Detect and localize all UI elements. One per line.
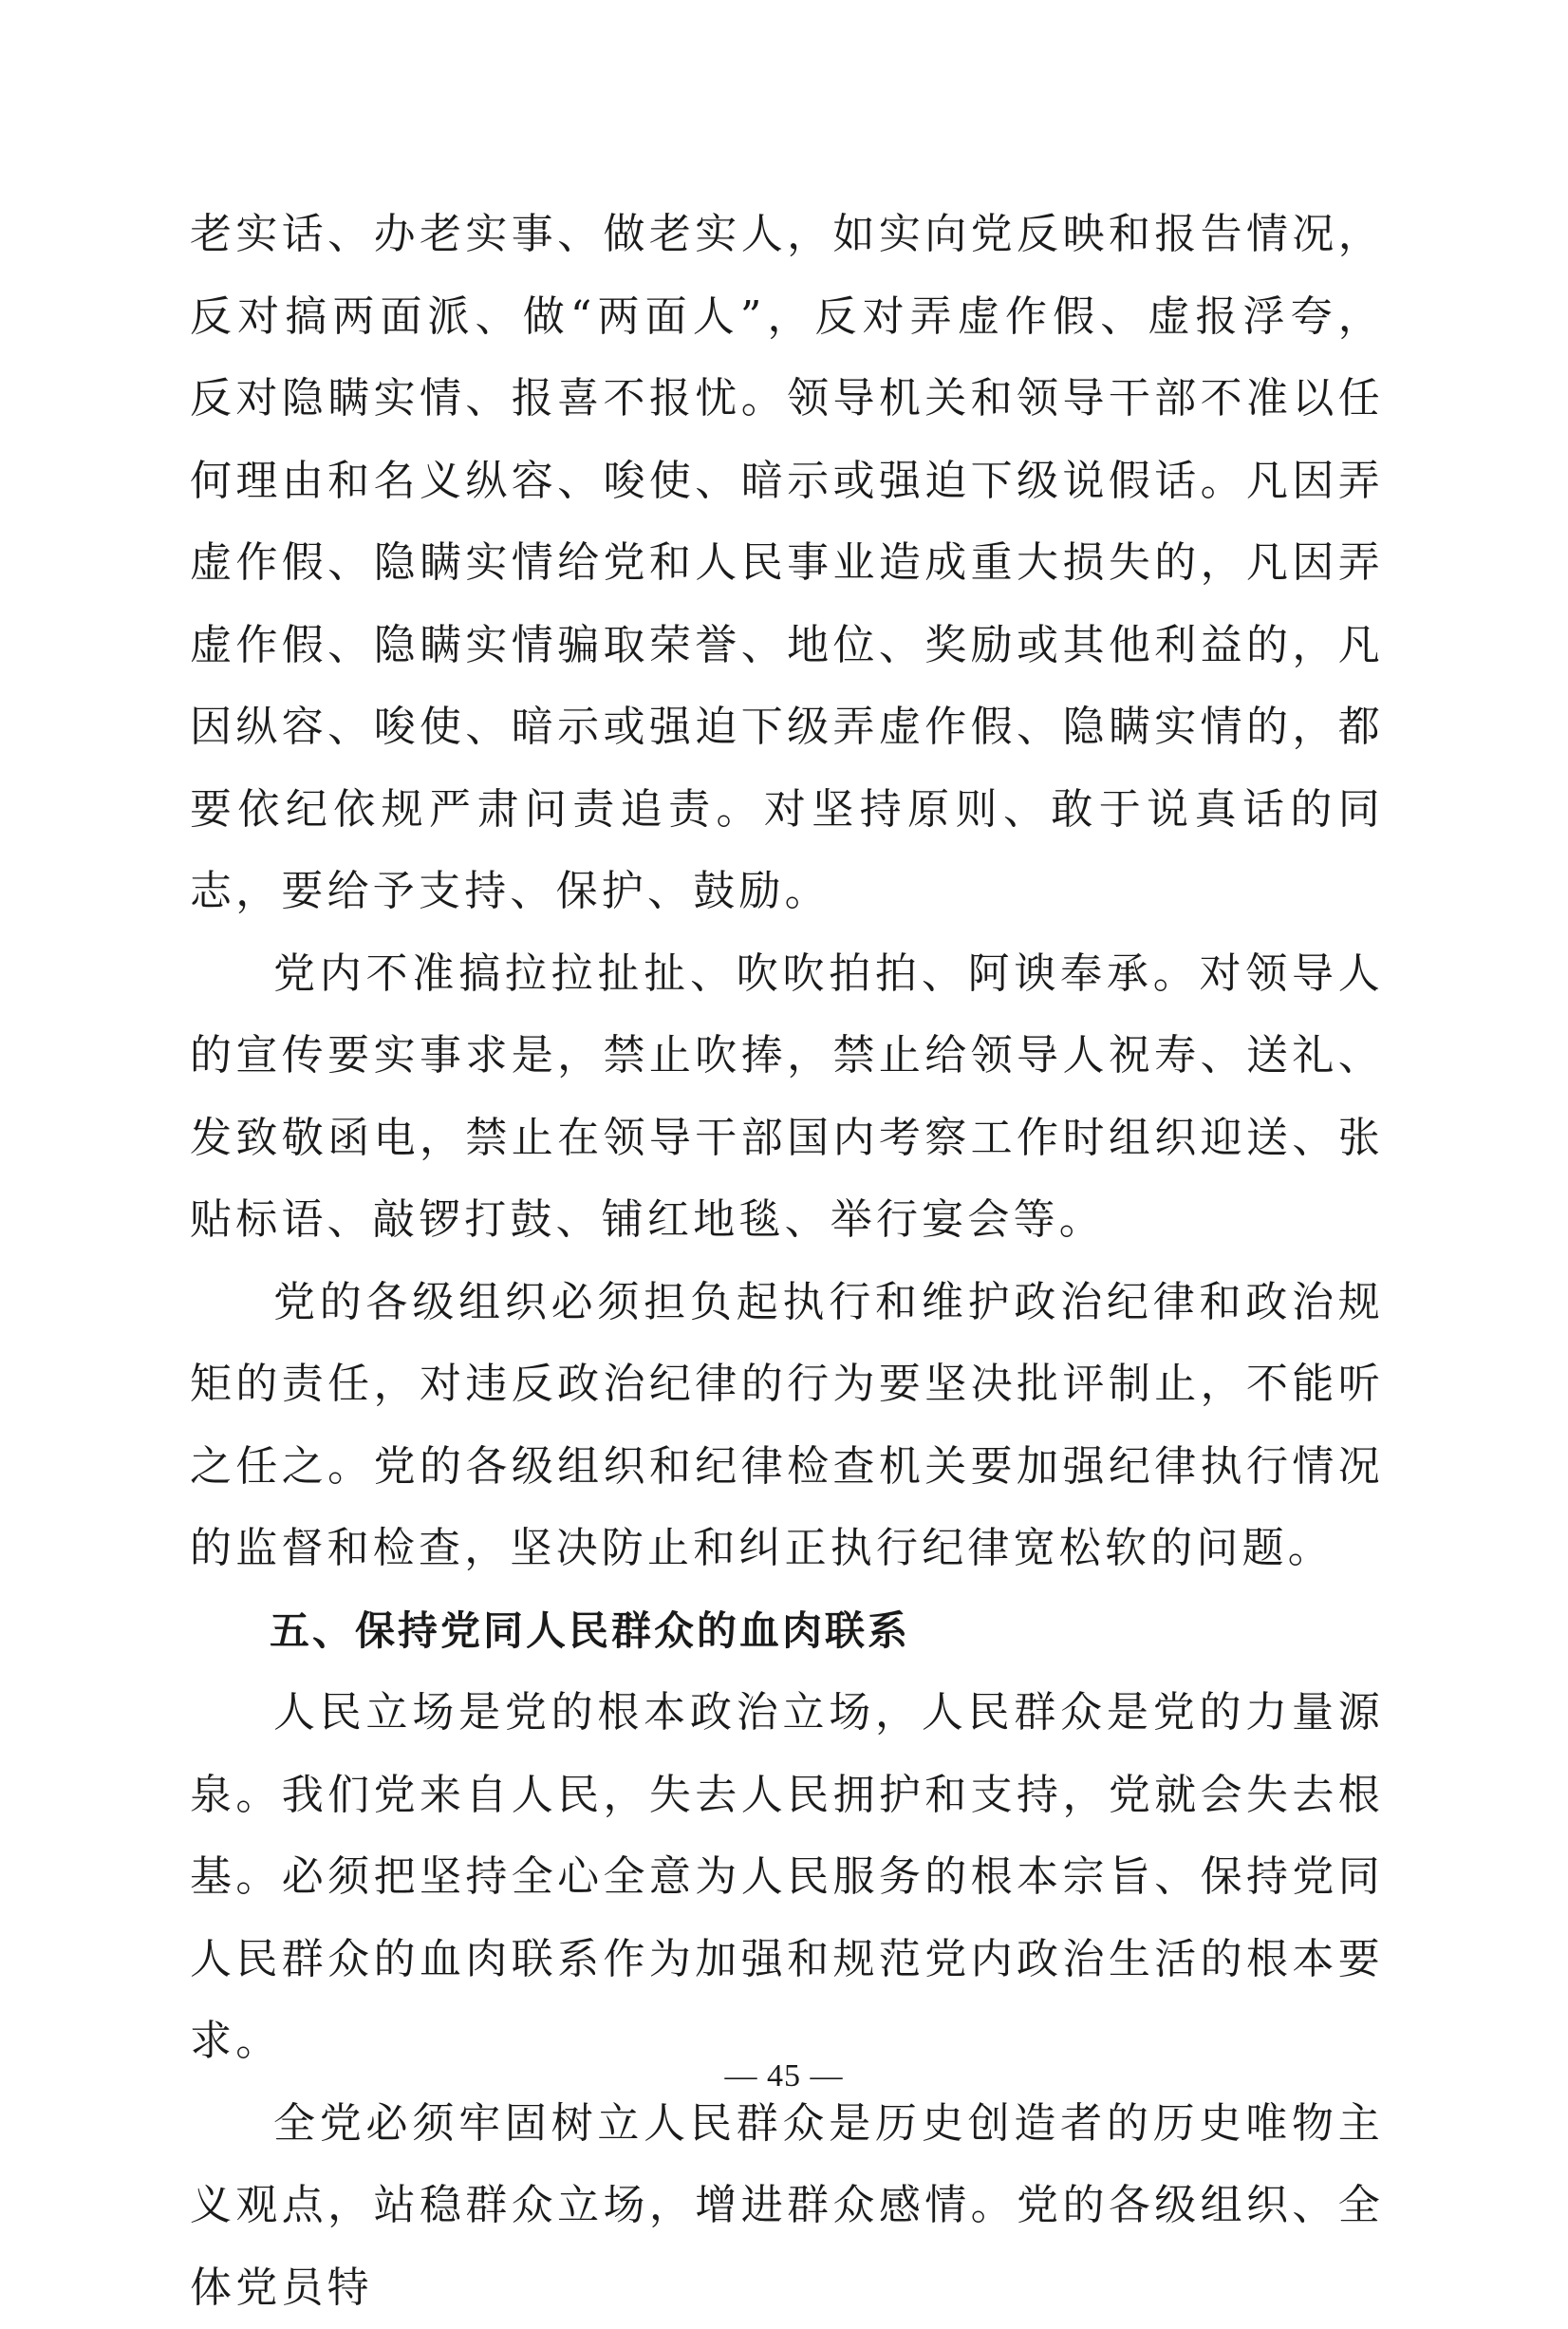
- paragraph-people-stance: 人民立场是党的根本政治立场，人民群众是党的力量源泉。我们党来自人民，失去人民拥护和支持，党就会失去根基。必须把坚持全心全意为人民服务的根本宗旨、保持党同人民群众的血肉联系作为加强和规范党内政治生活的根本要求。: [190, 1672, 1384, 2083]
- paragraph-discipline-responsibility: 党的各级组织必须担负起执行和维护政治纪律和政治规矩的责任，对违反政治纪律的行为要坚决批评制止，不能听之任之。党的各级组织和纪律检查机关要加强纪律执行情况的监督和检查，坚决防止和纠正执行纪律宽松软的问题。: [190, 1262, 1384, 1590]
- paragraph-historical-materialism: 全党必须牢固树立人民群众是历史创造者的历史唯物主义观点，站稳群众立场，增进群众感情。党的各级组织、全体党员特: [190, 2083, 1384, 2329]
- page-number: — 45 —: [0, 2058, 1568, 2094]
- section-heading: 五、保持党同人民群众的血肉联系: [190, 1590, 1384, 1673]
- body-text: [190, 194, 1384, 2329]
- paragraph-continuation: 老实话、办老实事、做老实人，如实向党反映和报告情况，反对搞两面派、做“两面人”，反对弄虚作假、虚报浮夸，反对隐瞒实情、报喜不报忧。领导机关和领导干部不准以任何理由和名义纵容、唆使、暗示或强迫下级说假话。凡因弄虚作假、隐瞒实情给党和人民事业造成重大损失的，凡因弄虚作假、隐瞒实情骗取荣誉、地位、奖励或其他利益的，凡因纵容、唆使、暗示或强迫下级弄虚作假、隐瞒实情的，都要依纪依规严肃问责追责。对坚持原则、敢于说真话的同志，要给予支持、保护、鼓励。: [190, 194, 1384, 933]
- paragraph-flattery-ban: 党内不准搞拉拉扯扯、吹吹拍拍、阿谀奉承。对领导人的宣传要实事求是，禁止吹捧，禁止给领导人祝寿、送礼、发致敬函电，禁止在领导干部国内考察工作时组织迎送、张贴标语、敲锣打鼓、铺红地毯、举行宴会等。: [190, 933, 1384, 1262]
